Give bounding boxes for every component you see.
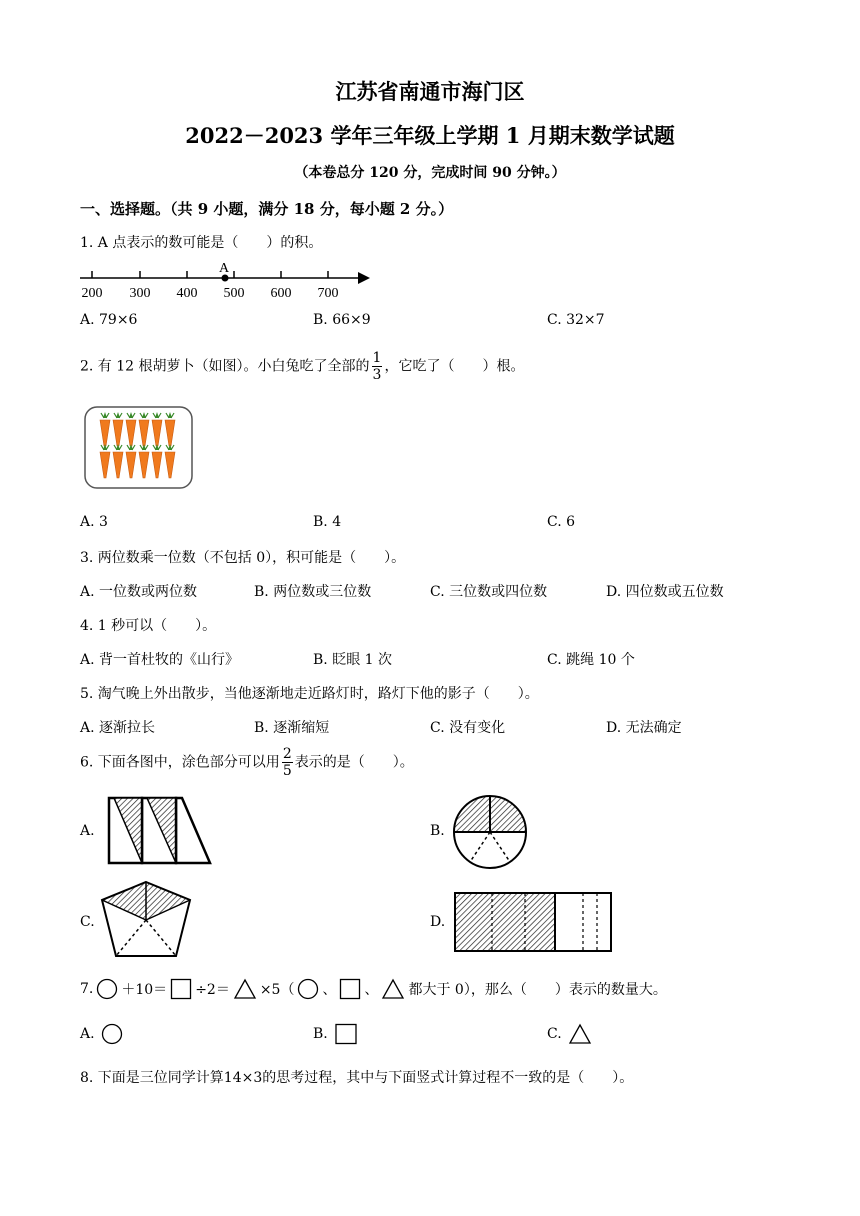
q7-option-c[interactable]: C. (547, 1023, 592, 1045)
exam-region-title: 江苏省南通市海门区 (335, 79, 525, 104)
circle-icon (96, 978, 118, 1000)
q4-option-c[interactable]: C. 跳绳 10 个 (547, 652, 635, 668)
q7-option-a[interactable]: A. (80, 1023, 123, 1045)
q2-option-a[interactable]: A. 3 (80, 514, 108, 530)
q3-text: 3. 两位数乘一位数（不包括 0），积可能是（ ）。 (80, 550, 406, 566)
q3-option-d[interactable]: D. 四位数或五位数 (606, 584, 724, 600)
q1-option-a[interactable]: A. 79×6 (80, 312, 138, 328)
tick-label: 700 (317, 286, 339, 301)
q2-option-b[interactable]: B. 4 (313, 514, 342, 530)
circle-icon (101, 1023, 123, 1045)
triangle-icon (381, 978, 405, 1000)
q1-option-b[interactable]: B. 66×9 (313, 312, 371, 328)
q6-figure-c[interactable] (98, 878, 194, 962)
q5-option-b[interactable]: B. 逐渐缩短 (254, 720, 330, 736)
square-icon (334, 1023, 358, 1045)
fraction-one-third: $\frac{1}{3}$ (372, 350, 382, 383)
exam-note: （本卷总分 120 分，完成时间 90 分钟。） (294, 165, 566, 181)
q4-option-a[interactable]: A. 背一首杜牧的《山行》 (80, 652, 240, 668)
q6-figure-d[interactable] (452, 890, 614, 954)
q6-label-b[interactable]: B. (430, 823, 445, 839)
q5-option-d[interactable]: D. 无法确定 (606, 720, 682, 736)
q1-option-c[interactable]: C. 32×7 (547, 312, 605, 328)
q6-figure-b[interactable] (450, 792, 530, 872)
tick-label: 600 (270, 286, 292, 301)
tick-label: 400 (176, 286, 198, 301)
q6-figure-a[interactable] (104, 793, 214, 867)
q5-text: 5. 淘气晚上外出散步，当他逐渐地走近路灯时，路灯下他的影子（ ）。 (80, 686, 539, 702)
q7-option-b[interactable]: B. (313, 1023, 358, 1045)
triangle-icon (233, 978, 257, 1000)
q7-text: 7. ＋10＝ ÷2＝ ×5（ 、 、 都大于 0），那么（ ）表示的数量大。 (80, 978, 667, 1000)
q8-text: 8. 下面是三位同学计算14×3的思考过程，其中与下面竖式计算过程不一致的是（ ）。 (80, 1070, 634, 1086)
carrots-image (84, 406, 194, 490)
fraction-two-fifths: $\frac{2}{5}$ (282, 746, 292, 779)
q6-label-a[interactable]: A. (80, 823, 95, 839)
q3-option-b[interactable]: B. 两位数或三位数 (254, 584, 372, 600)
q5-option-a[interactable]: A. 逐渐拉长 (80, 720, 156, 736)
q6-label-c[interactable]: C. (80, 914, 95, 930)
tick-label: 300 (129, 286, 151, 301)
q3-option-a[interactable]: A. 一位数或两位数 (80, 584, 198, 600)
q4-option-b[interactable]: B. 眨眼 1 次 (313, 652, 392, 668)
q1-text: 1. A 点表示的数可能是（ ）的积。 (80, 235, 323, 251)
circle-icon (297, 978, 319, 1000)
square-icon (170, 978, 192, 1000)
exam-title: 2022－2023 学年三年级上学期 1 月期末数学试题 (185, 123, 675, 148)
q6-text: 6. 下面各图中，涂色部分可以用 $\frac{2}{5}$ 表示的是（ ）。 (80, 746, 414, 779)
q2-option-c[interactable]: C. 6 (547, 514, 576, 530)
tick-label: 500 (223, 286, 245, 301)
q3-option-c[interactable]: C. 三位数或四位数 (430, 584, 548, 600)
square-icon (339, 978, 361, 1000)
q6-label-d[interactable]: D. (430, 914, 446, 930)
section-title: 一、选择题。（共 9 小题，满分 18 分，每小题 2 分。） (80, 200, 454, 218)
point-a-label: A (219, 261, 230, 276)
number-line (76, 256, 376, 304)
q4-text: 4. 1 秒可以（ ）。 (80, 618, 217, 634)
triangle-icon (568, 1023, 592, 1045)
tick-label: 200 (81, 286, 103, 301)
q2-text: 2. 有 12 根胡萝卜（如图）。小白兔吃了全部的 $\frac{1}{3}$ ，它吃了（ ）根。 (80, 350, 525, 383)
q5-option-c[interactable]: C. 没有变化 (430, 720, 506, 736)
